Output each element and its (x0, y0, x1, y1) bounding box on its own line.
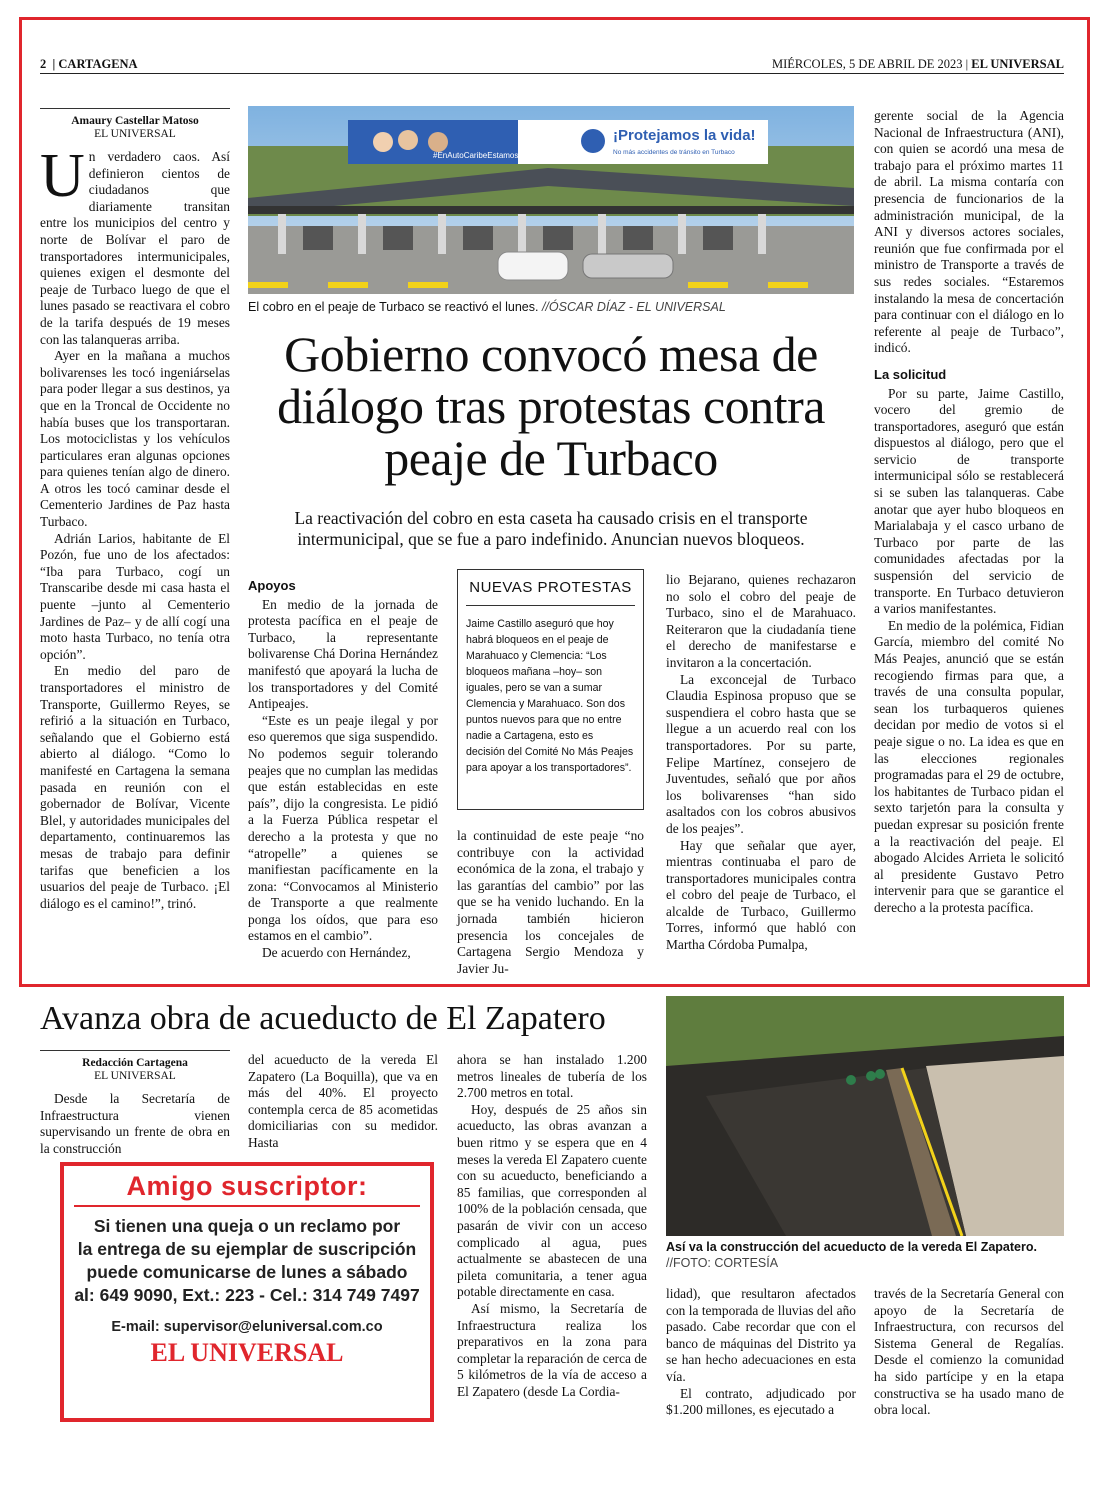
toll-booth-photo (248, 106, 854, 294)
paragraph: “Este es un peaje ilegal y por eso queremos que siga suspendido. No podemos seguir tolerando peajes que no cumplan las medidas que están establecidas en este país”, dijo la congresista. Le pidió a la Fuerza Pública respetar el derecho a la protesta y que no “atropelle” a quienes se manifiestan pacíficamente en la zona: “Convocamos al Ministerio de Transporte a que realmente ponga los oídos, que para eso estamos en el cambio”. (248, 712, 438, 944)
ad-line-3: puede comunicarse de lunes a sábado (86, 1261, 408, 1282)
paragraph: Ayer en la mañana a muchos bolivarenses les tocó ingeniárselas para poder llegar a sus destinos, ya que en la Troncal de Occidente no había buses que los transportaran. Los motociclistas y los vehículos particulares eran algunas opciones para quienes tenían algo de dinero. A otros les tocó caminar desde el Cementerio Jardines de Paz hasta Turbaco. (40, 348, 230, 530)
paragraph: gerente social de la Agencia Nacional de Infraestructura (ANI), con quien se acordó una mesa de trabajo para el próximo martes 11 de abril. La misma contaría con presencia de funcionarios de la administración municipal, de la ANI y diversos actores sociales, reunión que fue confirmada por el ministro de Transporte a través de sus redes sociales. “Estaremos instalando la mesa de concertación para continuar con el diálogo en lo referente al peaje de Turbaco”, indicó. (874, 108, 1064, 356)
page-header (40, 54, 1064, 74)
date-line: MIÉRCOLES, 5 DE ABRIL DE 2023 | EL UNIVERSAL (771, 57, 1064, 71)
ad-email: E-mail: supervisor@eluniversal.com.co (111, 1318, 383, 1335)
subscriber-ad (60, 1162, 434, 1422)
paragraph: Desde la Secretaría de Infraestructura vienen supervisando un frente de obra en la construcción (40, 1091, 230, 1156)
aqueduct-photo (666, 996, 1064, 1236)
second-column-4 (666, 1286, 856, 1419)
drop-cap: U (40, 142, 85, 210)
paragraph: ahora se han instalado 1.200 metros lineales de tubería de los 2.700 metros en total. (457, 1052, 647, 1101)
paragraph: Hoy, después de 25 años sin acueducto, las obras avanzan a buen ritmo y se espera que en 4 meses la vereda El Zapatero cuente con su acueducto, beneficiando a 85 familias, que corresponden al 100% de la población censada, que pasarán de vivir con un acceso complicado al agua, pues actualmente se abastecen de una pileta comunitaria, a tener agua potable directamente en casa. (457, 1101, 647, 1300)
paragraph: del acueducto de la vereda El Zapatero (La Boquilla), que va en más del 40%. El proyecto contempla cerca de 85 acometidas domiciliarias con su medidor. Hasta (248, 1052, 438, 1150)
paragraph: lidad), que resultaron afectados con la temporada de lluvias del año pasado. Cabe recordar que con el banco de máquinas del Distrito ya se han hecho adecuaciones en esta vía. (666, 1286, 856, 1384)
paragraph: lio Bejarano, quienes rechazaron no solo el cobro del peaje de Turbaco, sino el de Marahuaco. Reiteraron que la ciudadanía tiene el derecho de manifestarse e invitaron a la concertación. (666, 572, 856, 670)
paragraph: En medio de la jornada de protesta pacífica en el peaje de Turbaco, la representante bolivarense Chá Dorina Hernández manifestó que apoyará la lucha de los transportadores y del Comité Antipeajes. (248, 596, 438, 712)
box-text: Jaime Castillo aseguró que hoy habrá bloqueos en el peaje de Marahuaco y Clemencia: “Los bloqueos mañana –hoy– son iguales, pero se van a sumar Clemencia y Marahuaco. Son dos puntos nuevos para que no entre nadie a Cartagena, esto es decisión del Comité No Más Peajes para apoyar a los transportadores”. (466, 617, 634, 774)
paragraph: De acuerdo con Hernández, (262, 945, 411, 961)
ad-divider (74, 1205, 420, 1207)
paragraph: Así mismo, la Secretaría de Infraestructura realiza los preparativos en la zona para completar la reparación de cerca de 5 kilómetros de la vía de acceso a El Zapatero (desde La Cordia- (457, 1300, 647, 1399)
second-photo-credit: //FOTO: CORTESÍA (666, 1256, 779, 1270)
paragraph: la continuidad de este peaje “no contribuye con la actividad económica de la zona, el trabajo y las garantías del cambio” por las que se ha venido luchando. En la jornada también hicieron presencia los concejales de Cartagena Sergio Mendoza y Javier Ju- (457, 828, 644, 976)
box-title: NUEVAS PROTESTAS (466, 580, 635, 606)
billboard-subtext: No más accidentes de tránsito en Turbaco (613, 149, 735, 156)
headline: Gobierno convocó mesa de diálogo tras protestas contra peaje de Turbaco (277, 326, 825, 486)
second-column-3 (457, 1052, 647, 1400)
second-column-2 (248, 1052, 438, 1152)
paragraph: Por su parte, Jaime Castillo, vocero del gremio de transportadores, aseguró que están dispuestos al diálogo, pero que el servicio de transporte intermunicipal sólo se restablecerá si se suben las talanqueras. Cabe anotar que ayer hubo bloqueos en Marialabaja y el casco urbano de Turbaco por parte de las comunidades afectadas por la suspensión del servicio de transporte. En Turbaco detuvieron a varios manifestantes. (874, 385, 1064, 617)
ad-title: Amigo suscriptor: (126, 1171, 368, 1201)
second-column-1 (40, 1050, 230, 1157)
article-column-2 (248, 572, 438, 962)
paragraph: En medio del paro de transportadores el ministro de Transporte, Guillermo Reyes, se refirió a la situación en Turbaco, señalando que el Gobierno está abierto al diálogo. “Como lo manifesté en Cartagena la semana pasada en reunión con el gobernador de Bolívar, Vicente Blel, y autoridades municipales del departamento, continuaremos las mesas de trabajo para definir tarifas que beneficien a los usuarios del peaje de Turbaco. ¡El diálogo es el camino!”, trinó. (40, 663, 230, 911)
second-headline: Avanza obra de acueducto de El Zapatero (40, 1000, 606, 1037)
article-column-3 (457, 828, 644, 977)
ad-line-2: la entrega de su ejemplar de suscripción (77, 1238, 417, 1259)
ad-brand-logo: EL UNIVERSAL (150, 1338, 344, 1368)
billboard-hashtag: #EnAutoCaribeEstamosParaTi (433, 151, 542, 160)
paragraph: Un verdadero caos. Así definieron cientos de ciudadanos que diariamente transitan entre los municipios del centro y norte de Bolívar el paro de transportadores intermunicipales, quienes exigen el desmonte del peaje de Turbaco luego de que el lunes pasado se reactivara el cobro de la tarifa después de 19 meses con las talanqueras arriba. (40, 142, 230, 347)
photo-caption: El cobro en el peaje de Turbaco se reactivó el lunes. //ÓSCAR DÍAZ - EL UNIVERSAL (248, 300, 726, 314)
paragraph: través de la Secretaría General con apoyo de la Secretaría de Infraestructura, con recursos del Sistema General de Regalías. Desde el comienzo la comunidad ha sido partícipe y en la etapa constructiva se ha usado mano de obra local. (874, 1286, 1064, 1418)
byline: Redacción Cartagena EL UNIVERSAL (40, 1050, 230, 1083)
deck: La reactivación del cobro en esta caseta ha causado crisis en el transporte intermunicipal, que se fue a paro indefinido. Anuncian nuevos bloqueos. (294, 508, 808, 549)
article-column-1 (40, 108, 230, 912)
paragraph: Hay que señalar que ayer, mientras continuaba el paro de transportadores municipales contra el cobro del peaje de Turbaco, el alcalde de Turbaco, Guillermo Torres, informó que habló con Martha Córdoba Pumalpa, (666, 837, 856, 953)
ad-line-4: al: 649 9090, Ext.: 223 - Cel.: 314 749 7497 (74, 1284, 420, 1305)
subheading-solicitud: La solicitud (874, 366, 947, 382)
paragraph: En medio de la polémica, Fidian García, miembro del comité No Más Peajes, anunció que se están recogiendo firmas para que, a través de una consulta popular, sean los turbaqueros quienes decidan por medio de votos si el peaje sigue o no. La idea es que en las elecciones regionales programadas para el 29 de octubre, los habitantes de Turbaco pidan el sexto tarjetón para la consulta y puedan expresar su posición frente a la reactivación del peaje. El abogado Alcides Arrieta le solicitó al presidente Gustavo Petro intervenir para que se garantice el derecho a la protesta pacífica. (874, 617, 1064, 915)
section-label: 2 | CARTAGENA (40, 57, 138, 71)
subheading-apoyos: Apoyos (248, 578, 296, 593)
article-column-5 (874, 108, 1064, 917)
ad-line-1: Si tienen una queja o un reclamo por (93, 1215, 401, 1236)
paragraph: El contrato, adjudicado por $1.200 millones, es ejecutado a (666, 1385, 856, 1418)
second-column-5 (874, 1286, 1064, 1419)
paragraph: La exconcejal de Turbaco Claudia Espinosa propuso que se suspendiera el cobro hasta que se llegue a un acuerdo real con los transportadores. Por su parte, Felipe Martínez, consejero de Juventudes, señaló que por años los bolivarenses “han sido asaltados con los cobros abusivos de los peajes”. (666, 671, 856, 836)
sidebar-box (457, 569, 644, 810)
second-photo-caption: Así va la construcción del acueducto de la vereda El Zapatero. (666, 1240, 1037, 1254)
paragraph: Adrián Larios, habitante de El Pozón, fue uno de los afectados: “Iba para Turbaco, cogí un Transcaribe desde mi casa hasta el puente –junto al Cementerio Jardines de Paz– y de allí cogí una moto hasta Turbaco, no tenía otra opción”. (40, 530, 230, 662)
byline: Amaury Castellar Matoso EL UNIVERSAL (40, 108, 230, 141)
billboard-text: ¡Protejamos la vida! (613, 127, 756, 144)
article-column-4 (666, 572, 856, 954)
